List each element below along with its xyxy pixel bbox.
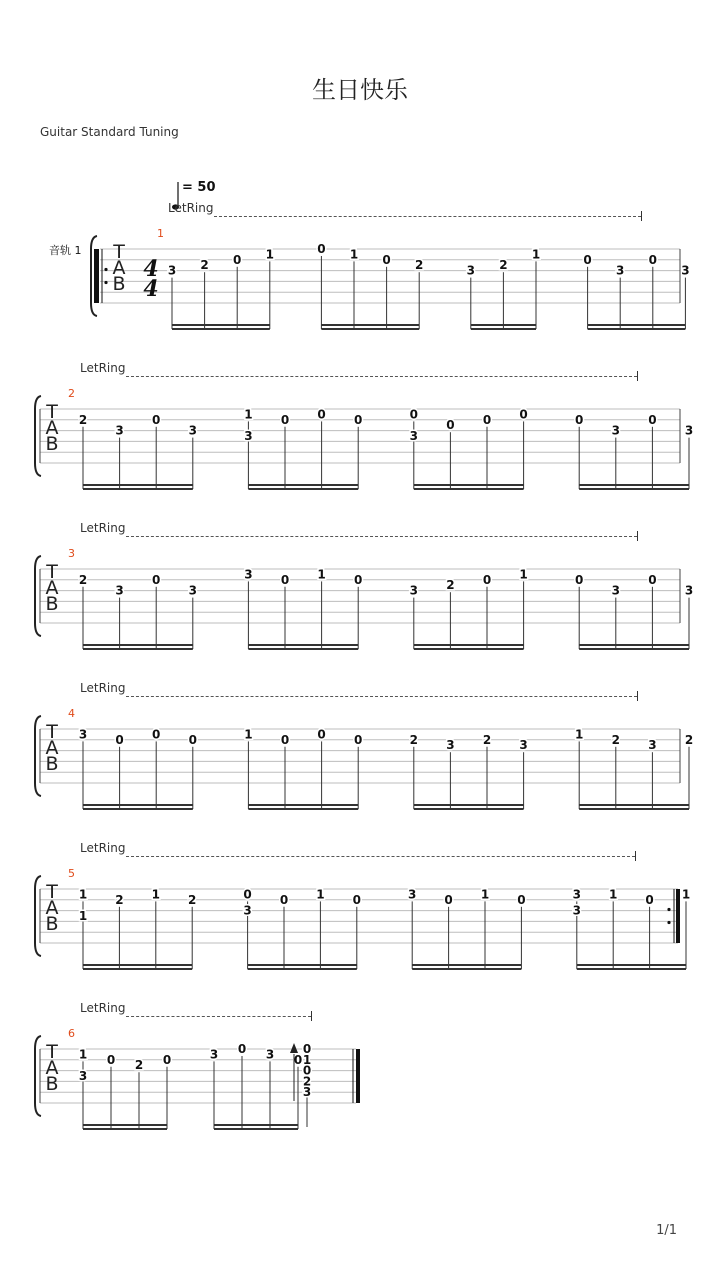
tab-clef-letter: B: [45, 1073, 59, 1095]
fret-number: 0: [237, 1042, 247, 1056]
fret-number: 3: [265, 1047, 275, 1062]
chord-fret-number: 1: [302, 1052, 312, 1067]
fret-number: 3: [188, 423, 197, 438]
fret-number: 3: [611, 583, 620, 598]
fret-number: 0: [575, 412, 584, 427]
fret-number: 3: [684, 423, 694, 438]
tab-clef-letter: A: [45, 417, 59, 439]
fret-number: 0: [519, 407, 528, 422]
fret-number: 0: [233, 252, 242, 267]
fret-number: 1: [317, 567, 326, 582]
tab-clef-letter: A: [45, 577, 59, 599]
fret-number: 2: [611, 732, 620, 747]
tab-clef-letter: B: [45, 433, 59, 455]
tab-clef-letter: A: [45, 1057, 59, 1079]
beam: [83, 1124, 167, 1126]
fret-number: 0: [352, 892, 361, 907]
fret-number: 3: [466, 263, 475, 278]
fret-number: 1: [609, 887, 618, 902]
tab-clef-letter: T: [46, 401, 58, 423]
fret-number: 0: [188, 732, 197, 747]
time-signature-digit: 4: [143, 256, 159, 282]
fret-number: 0: [152, 412, 161, 427]
measure-number: 5: [68, 867, 75, 880]
fret-number: 0: [317, 407, 326, 422]
fret-number: 0: [354, 572, 363, 587]
fret-number: 3: [244, 567, 253, 582]
letring-label: LetRing: [80, 841, 126, 855]
chord-fret-number: 2: [302, 1074, 312, 1089]
fret-number: 1: [78, 909, 88, 923]
fret-number: 3: [78, 727, 88, 742]
fret-number: 0: [317, 242, 326, 256]
tab-clef-letter: T: [46, 721, 58, 743]
fret-number: 3: [244, 429, 253, 443]
fret-number: 3: [115, 583, 124, 598]
beam: [214, 1124, 298, 1126]
fret-number: 3: [188, 583, 197, 598]
fret-number: 0: [317, 727, 326, 742]
fret-number: 3: [408, 887, 417, 902]
fret-number: 0: [648, 252, 657, 267]
fret-number: 1: [519, 567, 528, 582]
fret-number: 1: [151, 887, 160, 902]
track-label: 音轨 1: [49, 244, 82, 257]
fret-number: 3: [519, 738, 528, 753]
page-number: 1/1: [656, 1223, 677, 1238]
fret-number: 0: [279, 892, 289, 907]
fret-number: 0: [152, 572, 161, 587]
fret-number: 0: [575, 572, 584, 587]
tab-clef-letter: T: [46, 881, 58, 903]
tab-clef-letter: B: [45, 753, 59, 775]
fret-number: 0: [444, 892, 453, 907]
chord-fret-number: 0: [302, 1063, 312, 1078]
fret-number: 0: [645, 892, 654, 907]
chord-fret-number: 0: [302, 1042, 312, 1056]
fret-number: 2: [415, 258, 424, 273]
tab-clef-letter: B: [112, 273, 126, 295]
fret-number: 1: [480, 887, 490, 902]
letring-label: LetRing: [80, 681, 126, 695]
fret-number: 0: [446, 418, 455, 433]
final-thick-bar: [356, 1049, 360, 1103]
letring-label: LetRing: [80, 361, 126, 375]
tab-clef-letter: A: [45, 737, 59, 759]
fret-number: 0: [162, 1052, 172, 1067]
tab-clef-letter: A: [45, 897, 59, 919]
fret-number: 3: [209, 1047, 219, 1062]
fret-number: 1: [681, 887, 691, 902]
fret-number: 3: [243, 903, 252, 918]
fret-number: 0: [648, 412, 657, 427]
fret-number: 0: [409, 407, 418, 422]
fret-number: 2: [78, 412, 88, 427]
fret-number: 1: [531, 247, 541, 262]
fret-number: 0: [583, 252, 592, 267]
fret-number: 0: [293, 1052, 303, 1067]
fret-number: 3: [681, 263, 690, 278]
beam: [83, 1128, 167, 1130]
fret-number: 0: [482, 412, 492, 427]
letring-label: LetRing: [80, 521, 126, 535]
tab-clef-letter: T: [113, 241, 125, 263]
fret-number: 3: [572, 903, 581, 918]
chord-fret-number: 3: [302, 1085, 312, 1100]
fret-number: 0: [115, 732, 124, 747]
score-title: 生日快乐: [312, 76, 408, 104]
fret-number: 1: [349, 247, 359, 262]
fret-number: 2: [115, 892, 124, 907]
fret-number: 2: [499, 258, 508, 273]
fret-number: 2: [134, 1058, 144, 1073]
fret-number: 2: [200, 258, 209, 273]
fret-number: 0: [648, 572, 657, 587]
fret-number: 3: [684, 583, 694, 598]
fret-number: 0: [243, 887, 252, 902]
fret-number: 0: [517, 892, 526, 907]
fret-number: 3: [78, 1069, 88, 1083]
fret-number: 0: [382, 252, 391, 267]
fret-number: 2: [409, 732, 418, 747]
fret-number: 1: [575, 727, 584, 742]
fret-number: 2: [684, 732, 694, 747]
fret-number: 3: [115, 423, 124, 438]
fret-number: 2: [78, 572, 88, 587]
fret-number: 0: [354, 732, 363, 747]
fret-number: 0: [106, 1052, 116, 1067]
measure-number: 3: [68, 547, 75, 560]
beam: [214, 1128, 298, 1130]
fret-number: 0: [280, 572, 290, 587]
fret-number: 1: [244, 407, 253, 422]
letring-label: LetRing: [80, 1001, 126, 1015]
fret-number: 1: [316, 887, 325, 902]
letring-label: LetRing: [168, 201, 214, 215]
strum-up-arrow-icon: [290, 1043, 298, 1053]
tempo-marking: = 50: [182, 180, 216, 195]
tuning-label: Guitar Standard Tuning: [40, 125, 179, 139]
fret-number: 3: [409, 429, 418, 443]
fret-number: 0: [152, 727, 161, 742]
measure-number: 6: [68, 1027, 75, 1040]
fret-number: 3: [409, 583, 418, 598]
fret-number: 0: [280, 412, 290, 427]
tab-clef-letter: B: [45, 593, 59, 615]
fret-number: 3: [167, 263, 177, 278]
fret-number: 3: [572, 887, 581, 902]
tab-clef-letter: B: [45, 913, 59, 935]
fret-number: 2: [446, 578, 455, 593]
fret-number: 2: [482, 732, 492, 747]
fret-number: 1: [244, 727, 253, 742]
fret-number: 1: [78, 1047, 88, 1062]
measure-number: 4: [68, 707, 75, 720]
fret-number: 0: [482, 572, 492, 587]
time-signature-digit: 4: [143, 276, 159, 302]
measure-number: 2: [68, 387, 75, 400]
fret-number: 3: [446, 738, 455, 753]
tab-clef-letter: T: [46, 561, 58, 583]
tab-clef-letter: T: [46, 1041, 58, 1063]
fret-number: 1: [265, 247, 274, 262]
measure-number: 1: [157, 227, 164, 240]
fret-number: 0: [354, 412, 363, 427]
fret-number: 3: [616, 263, 625, 278]
fret-number: 3: [648, 738, 657, 753]
fret-number: 2: [188, 892, 197, 907]
fret-number: 3: [611, 423, 620, 438]
fret-number: 0: [280, 732, 290, 747]
tab-clef-letter: A: [112, 257, 126, 279]
fret-number: 1: [78, 887, 88, 902]
